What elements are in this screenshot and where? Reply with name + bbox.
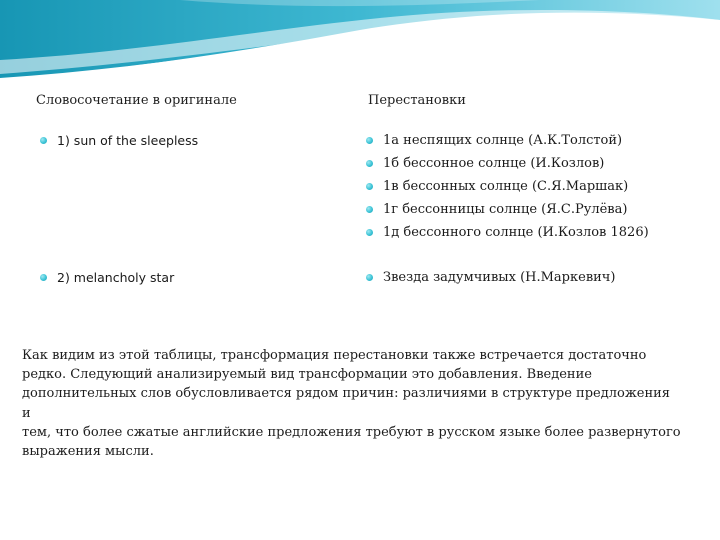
note-line: тем, что более сжатые английские предложения требуют в русском языке более развернутого	[22, 424, 681, 440]
note-line: Как видим из этой таблицы, трансформация перестановки также встречается достаточно	[22, 348, 647, 363]
bullet-icon	[366, 160, 373, 167]
note-line: дополнительных слов обусловливается рядом причин: различиями в структуре предложения и	[22, 386, 671, 421]
bullet-icon	[366, 183, 373, 190]
original-phrase-1: 1) sun of the sleepless	[57, 133, 199, 148]
column-header-original: Словосочетание в оригинале	[36, 93, 237, 108]
column-header-permutations: Перестановки	[368, 93, 466, 108]
bullet-icon	[366, 274, 373, 281]
original-phrase-2: 2) melancholy star	[57, 270, 175, 285]
bullet-icon	[366, 206, 373, 213]
variant-1g: 1г бессонницы солнце (Я.С.Рулёва)	[383, 202, 628, 217]
note-line: редко. Следующий анализируемый вид трансформации это добавления. Введение	[22, 367, 592, 383]
bullet-icon	[40, 137, 47, 144]
bullet-icon	[40, 274, 47, 281]
variant-1b: 1б бессонное солнце (И.Козлов)	[383, 156, 605, 171]
bullet-icon	[366, 229, 373, 236]
variant-1v: 1в бессонных солнце (С.Я.Маршак)	[383, 179, 629, 194]
variant-1d: 1д бессонного солнце (И.Козлов 1826)	[383, 225, 649, 240]
variant-1a: 1а неспящих солнце (А.К.Толстой)	[383, 133, 623, 148]
explanatory-note	[22, 346, 682, 461]
variant-2: Звезда задумчивых (Н.Маркевич)	[383, 270, 616, 285]
header-wave-decoration	[0, 0, 720, 90]
bullet-icon	[366, 137, 373, 144]
note-line: выражения мысли.	[22, 444, 154, 460]
